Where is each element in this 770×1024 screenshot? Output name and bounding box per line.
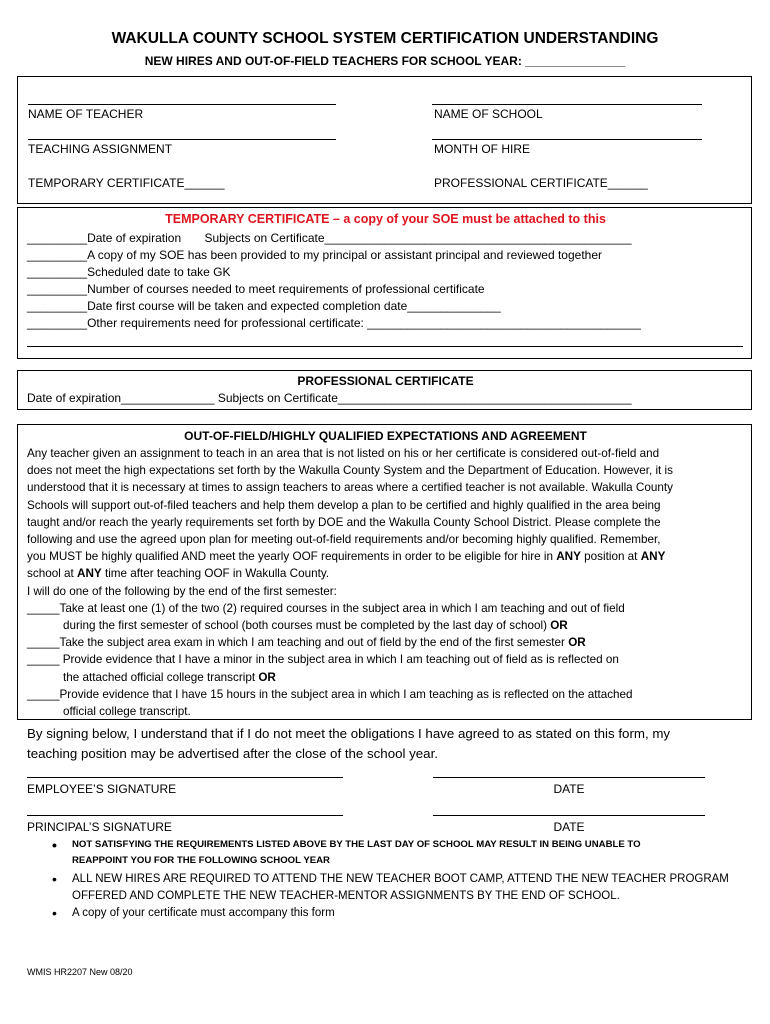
- emphasis-any: ANY: [640, 550, 666, 564]
- oof-option-courses-cont: [27, 617, 749, 634]
- notes-list: [52, 837, 752, 922]
- agreement-text: [27, 724, 747, 764]
- teacher-name-line[interactable]: [28, 104, 336, 105]
- oof-para-line: Schools will support out-of-filed teachers and help them develop a plan to be certified and highly qualified in the area being: [27, 498, 661, 512]
- principal-date-line[interactable]: [433, 815, 705, 816]
- emphasis-any: ANY: [556, 550, 581, 564]
- agreement-line: By signing below, I understand that if I do not meet the obligations I have agreed to as stated on this form, my: [27, 726, 671, 741]
- out-of-field-box: [17, 424, 752, 720]
- teaching-assignment-label: TEACHING ASSIGNMENT: [28, 142, 173, 156]
- oof-para-line: does not meet the high expectations set forth by the Wakulla County System and the Department of Education. However, it is: [27, 464, 673, 478]
- temp-line-first-course[interactable]: _________Date first course will be taken and expected completion date______________: [27, 299, 501, 313]
- oof-option-text: the attached official college transcript: [63, 670, 259, 684]
- teacher-name-label: NAME OF TEACHER: [28, 107, 144, 121]
- note-text: • NOT SATISFYING THE REQUIREMENTS LISTED ABOVE BY THE LAST DAY OF SCHOOL MAY RESULT IN BEING UNABLE TO: [72, 839, 641, 850]
- professional-expiration-line[interactable]: Date of expiration______________ Subjects on Certificate____________________________________________: [27, 391, 632, 405]
- oof-option-exam[interactable]: [27, 634, 749, 651]
- employee-signature-label: EMPLOYEE’S SIGNATURE: [27, 782, 177, 796]
- oof-option-minor[interactable]: _____ Provide evidence that I have a minor in the subject area in which I am teaching out of field as is reflected on: [27, 653, 619, 667]
- oof-para-line: following and use the agreed upon plan for meeting out-of-field requirements and/or becoming highly qualified. Remember,: [27, 533, 661, 547]
- oof-para-line: [27, 565, 749, 582]
- oof-option-courses[interactable]: _____Take at least one (1) of the two (2) required courses in the subject area in which I am teaching and out of field: [27, 601, 625, 615]
- oof-option-hours-cont: official college transcript.: [63, 705, 191, 719]
- oof-para-line: Any teacher given an assignment to teach in an area that is not listed on his or her certificate is considered out-of-field and: [27, 447, 660, 460]
- note-item: [52, 871, 752, 905]
- oof-option-minor-cont: [27, 669, 749, 686]
- employee-signature-line[interactable]: [27, 777, 343, 778]
- month-of-hire-line[interactable]: [432, 139, 702, 140]
- or-label: OR: [550, 619, 568, 633]
- or-label: OR: [568, 636, 586, 650]
- teacher-info-box: [17, 76, 752, 204]
- professional-section-heading: PROFESSIONAL CERTIFICATE: [297, 374, 474, 388]
- oof-para-text: position at: [580, 550, 641, 564]
- temp-line-gk[interactable]: _________Scheduled date to take GK: [27, 265, 231, 279]
- oof-para-text: school at: [27, 567, 78, 581]
- temporary-certificate-field[interactable]: TEMPORARY CERTIFICATE______: [28, 176, 225, 190]
- temporary-section-heading: TEMPORARY CERTIFICATE – a copy of your SOE must be attached to this: [165, 212, 606, 226]
- oof-para-text: time after teaching OOF in Wakulla County.: [101, 567, 330, 581]
- temp-line-courses[interactable]: _________Number of courses needed to meet requirements of professional certificate: [27, 282, 485, 296]
- principal-signature-label: PRINCIPAL’S SIGNATURE: [27, 820, 172, 834]
- oof-option-text: during the first semester of school (both courses must be completed by the last day of school): [63, 619, 551, 633]
- oof-option-text: _____Take the subject area exam in which I am teaching and out of field by the end of the first semester: [27, 636, 569, 650]
- temp-line-soe[interactable]: _________A copy of my SOE has been provided to my principal or assistant principal and reviewed together: [27, 248, 603, 262]
- teaching-assignment-line[interactable]: [28, 139, 336, 140]
- oof-para-line: [27, 548, 749, 565]
- note-text: • A copy of your certificate must accompany this form: [72, 907, 335, 919]
- form-subtitle: NEW HIRES AND OUT-OF-FIELD TEACHERS FOR SCHOOL YEAR: _______________: [144, 54, 626, 68]
- or-label: OR: [258, 670, 276, 684]
- note-text: • ALL NEW HIRES ARE REQUIRED TO ATTEND THE NEW TEACHER BOOT CAMP, ATTEND THE NEW TEACHER PROGRAM: [72, 873, 729, 885]
- oof-para-line: understood that it is necessary at times to assign teachers to areas where a certified teacher is not available. Wakulla County: [27, 481, 673, 495]
- school-name-label: NAME OF SCHOOL: [434, 107, 543, 121]
- note-item: [52, 905, 752, 922]
- temp-line-expiration[interactable]: _________Date of expiration Subjects on Certificate______________________________________________: [27, 231, 632, 245]
- form-title: WAKULLA COUNTY SCHOOL SYSTEM CERTIFICATION UNDERSTANDING: [111, 30, 659, 47]
- note-item: [52, 837, 752, 869]
- month-of-hire-label: MONTH OF HIRE: [434, 142, 530, 156]
- oof-option-hours[interactable]: _____Provide evidence that I have 15 hours in the subject area in which I am teaching as is reflected on the attached: [27, 687, 633, 701]
- school-name-line[interactable]: [432, 104, 702, 105]
- agreement-line: teaching position may be advertised after the close of the school year.: [27, 746, 438, 761]
- professional-certificate-box: [17, 370, 752, 410]
- form-id: WMIS HR2207 New 08/20: [27, 967, 133, 977]
- oof-section-heading: OUT-OF-FIELD/HIGHLY QUALIFIED EXPECTATIONS AND AGREEMENT: [184, 429, 587, 443]
- employee-date-line[interactable]: [433, 777, 705, 778]
- professional-certificate-field[interactable]: PROFESSIONAL CERTIFICATE______: [434, 176, 648, 190]
- oof-intro: I will do one of the following by the end of the first semester:: [27, 584, 337, 598]
- temp-line-other[interactable]: _________Other requirements need for professional certificate: _________________________________________: [27, 316, 641, 330]
- emphasis-any: ANY: [77, 567, 102, 581]
- note-text: OFFERED AND COMPLETE THE NEW TEACHER-MENTOR ASSIGNMENTS BY THE END OF SCHOOL.: [72, 890, 620, 902]
- note-text: REAPPOINT YOU FOR THE FOLLOWING SCHOOL YEAR: [72, 855, 330, 866]
- principal-signature-line[interactable]: [27, 815, 343, 816]
- oof-para-line: taught and/or reach the yearly requirements set forth by DOE and the Wakulla County School District. Please complete the: [27, 515, 661, 529]
- oof-paragraph: [27, 445, 749, 720]
- temp-extra-line[interactable]: [27, 346, 743, 347]
- oof-para-text: you MUST be highly qualified AND meet the yearly OOF requirements in order to be eligible for hire in: [27, 550, 557, 564]
- principal-date-label: DATE: [553, 820, 585, 834]
- employee-date-label: DATE: [553, 782, 585, 796]
- temporary-certificate-box: [17, 207, 752, 359]
